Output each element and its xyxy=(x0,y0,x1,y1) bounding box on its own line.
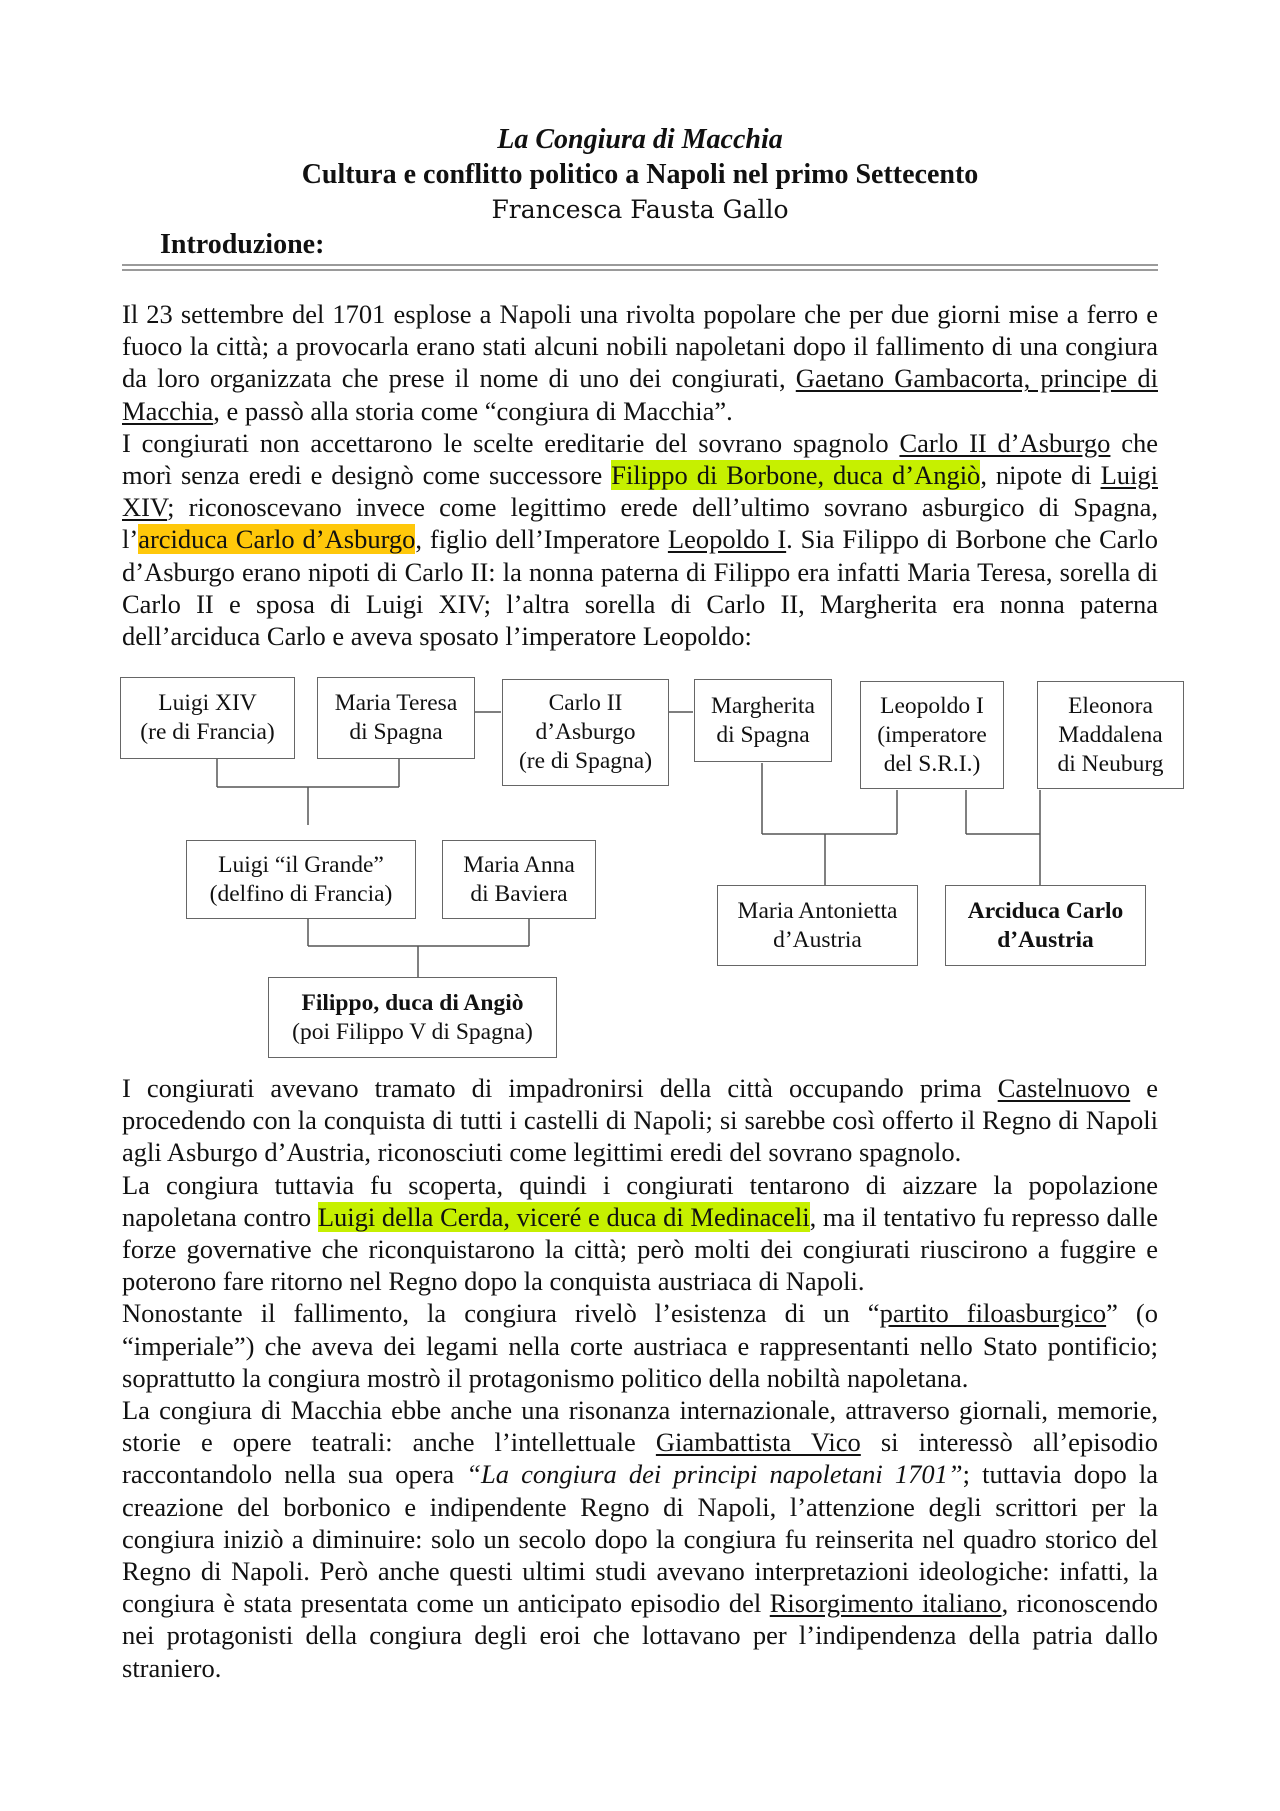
book-title: “La congiura dei principi napoletani 1701” xyxy=(466,1459,963,1490)
link-gaetano-gambacorta[interactable]: Gaetano Gambacorta, principe di Macchia xyxy=(122,363,1158,426)
text-run: e procedendo con la conquista di tutti i castelli di Napoli; si sarebbe così offerto il Regno di Napoli agli Asburgo d’Austria, riconosciuti come legittimi eredi del sovrano spagnolo. xyxy=(122,1073,1158,1168)
node-line: Luigi XIV xyxy=(158,690,257,716)
paragraph-1 xyxy=(122,298,1158,427)
text-run: I congiurati avevano tramato di impadronirsi della città occupando prima xyxy=(122,1073,998,1103)
link-risorgimento-italiano[interactable]: Risorgimento italiano xyxy=(769,1588,1002,1619)
node-line: (imperatore xyxy=(877,721,987,748)
node-line: (re di Spagna) xyxy=(518,748,653,774)
node-line: Maria Teresa xyxy=(334,690,458,716)
node-line: Margherita xyxy=(711,692,815,719)
highlight-filippo: Filippo di Borbone, duca d’Angiò xyxy=(611,460,981,491)
text-run: , riconoscendo nei protagonisti della congiura degli eroi che lottavano per l’indipendenza della patria dallo straniero. xyxy=(122,1588,1159,1683)
node-line: Maria Antonietta xyxy=(737,897,898,924)
paragraph-2 xyxy=(122,427,1158,652)
body-section xyxy=(122,1072,1158,1684)
paragraph-4 xyxy=(122,1169,1158,1298)
text-run: , figlio dell’Imperatore xyxy=(415,524,668,555)
text-run: ; tuttavia dopo la creazione del borbonico e indipendente Regno di Napoli, l’attenzione degli scrittori per la congiura iniziò a diminuire: solo un secolo dopo la congiura fu reinserita nel quadro storico del Regno di Napoli. Però anche questi ultimi studi avevano interpretazioni ideologiche: infatti, la congiura è stata presentata come un anticipato episodio del xyxy=(122,1459,1158,1619)
text-run: ; riconoscevano invece come legittimo erede dell’ultimo sovrano asburgico di Spagna, l’ xyxy=(122,492,1158,555)
node-line: (re di Francia) xyxy=(140,719,275,745)
node-line: del S.R.I.) xyxy=(883,750,981,777)
paragraph-6 xyxy=(122,1394,1158,1684)
text-run: , ma il tentativo fu represso dalle forze governative che riconquistarono la città; però molti dei congiurati riuscirono a fuggire e poterono fare ritorno nel Regno dopo la conquista austriaca di Napoli. xyxy=(122,1201,1158,1297)
node-line: Leopoldo I xyxy=(880,692,984,719)
link-carlo-ii[interactable]: Carlo II d’Asburgo xyxy=(899,427,1111,458)
node-line: Filippo, duca di Angiò xyxy=(301,989,524,1016)
node-line: di Neuburg xyxy=(1057,750,1164,777)
text-run: La congiura di Macchia ebbe anche una risonanza internazionale, attraverso giornali, memorie, storie e opere teatrali: anche l’intellettuale xyxy=(122,1395,1158,1458)
text-run: Nonostante il fallimento, la congiura rivelò l’esistenza di un “ xyxy=(122,1298,880,1329)
tree-node-leopoldo xyxy=(860,681,1004,789)
tree-node-arciduca-carlo xyxy=(945,885,1146,966)
link-leopoldo-i[interactable]: Leopoldo I xyxy=(667,524,787,555)
text-run: ” (o “imperiale”) che aveva dei legami nella corte austriaca e rappresentanti nello Stato pontificio; soprattutto la congiura mostrò il protagonismo politico della nobiltà napoletana. xyxy=(122,1298,1158,1393)
node-line: Maria Anna xyxy=(463,851,575,878)
text-run: , e passò alla storia come “congiura di Macchia”. xyxy=(213,395,733,426)
document-author: Francesca Fausta Gallo xyxy=(491,195,789,224)
tree-node-eleonora xyxy=(1037,681,1184,789)
highlight-arciduca-carlo: arciduca Carlo d’Asburgo xyxy=(138,524,416,555)
node-line: d’Austria xyxy=(773,926,862,953)
text-run: La congiura tuttavia fu scoperta, quindi i congiurati tentarono di aizzare la popolazione napoletana contro xyxy=(122,1169,1158,1232)
heading-rule-top xyxy=(122,264,1158,266)
intro-section xyxy=(122,298,1158,652)
tree-node-maria-antonietta xyxy=(717,885,918,966)
node-line: Carlo II xyxy=(548,690,623,716)
node-line: di Spagna xyxy=(349,719,443,745)
text-run: si interessò all’episodio raccontandolo nella sua opera xyxy=(122,1427,1158,1490)
node-line: Arciduca Carlo xyxy=(967,897,1124,924)
node-line: Luigi “il Grande” xyxy=(218,851,384,878)
node-line: (delfino di Francia) xyxy=(209,880,393,907)
tree-node-carlo-ii xyxy=(502,679,669,786)
node-line: di Spagna xyxy=(716,721,810,748)
link-partito-filoasburgico[interactable]: partito filoasburgico xyxy=(879,1298,1107,1329)
node-line: di Baviera xyxy=(470,880,568,907)
node-line: d’Asburgo xyxy=(535,719,636,745)
tree-node-maria-anna xyxy=(442,840,596,919)
text-run: , nipote di xyxy=(980,460,1101,491)
text-run: I congiurati non accettarono le scelte ereditarie del sovrano spagnolo xyxy=(122,427,900,458)
tree-node-margherita xyxy=(694,679,832,762)
node-line: Maddalena xyxy=(1058,721,1163,748)
link-castelnuovo[interactable]: Castelnuovo xyxy=(997,1073,1131,1103)
section-heading: Introduzione: xyxy=(160,229,325,260)
document-subtitle: Cultura e conflitto politico a Napoli nel primo Settecento xyxy=(301,159,979,190)
link-giambattista-vico[interactable]: Giambattista Vico xyxy=(655,1427,861,1458)
text-run: . Sia Filippo di Borbone che Carlo d’Asburgo erano nipoti di Carlo II: la nonna paterna di Filippo era infatti Maria Teresa, sorella di Carlo II e sposa di Luigi XIV; l’altra sorella di Carlo II, Margherita era nonna paterna dell’arciduca Carlo e aveva sposato l’imperatore Leopoldo: xyxy=(122,524,1158,652)
node-line: d’Austria xyxy=(997,926,1094,953)
paragraph-5 xyxy=(122,1297,1158,1394)
link-luigi-xiv[interactable]: Luigi XIV xyxy=(122,460,1158,523)
paragraph-3 xyxy=(122,1072,1158,1169)
tree-node-filippo xyxy=(268,977,557,1058)
node-line: Eleonora xyxy=(1068,692,1153,719)
text-run: Il 23 settembre del 1701 esplose a Napoli una rivolta popolare che per due giorni mise a ferro e fuoco la città; a provocarla erano stati alcuni nobili napoletani dopo il fallimento di una congiura da loro organizzata che prese il nome di uno dei congiurati, xyxy=(122,299,1158,394)
heading-rule-bottom xyxy=(122,269,1158,271)
text-run: che morì senza eredi e designò come successore xyxy=(122,427,1158,491)
document-title: La Congiura di Macchia xyxy=(497,124,783,155)
tree-node-maria-teresa xyxy=(317,677,475,759)
tree-node-luigi-xiv xyxy=(120,677,295,759)
node-line: (poi Filippo V di Spagna) xyxy=(292,1018,533,1045)
tree-node-luigi-il-grande xyxy=(186,840,416,919)
highlight-luigi-della-cerda: Luigi della Cerda, viceré e duca di Medinaceli xyxy=(317,1201,810,1232)
